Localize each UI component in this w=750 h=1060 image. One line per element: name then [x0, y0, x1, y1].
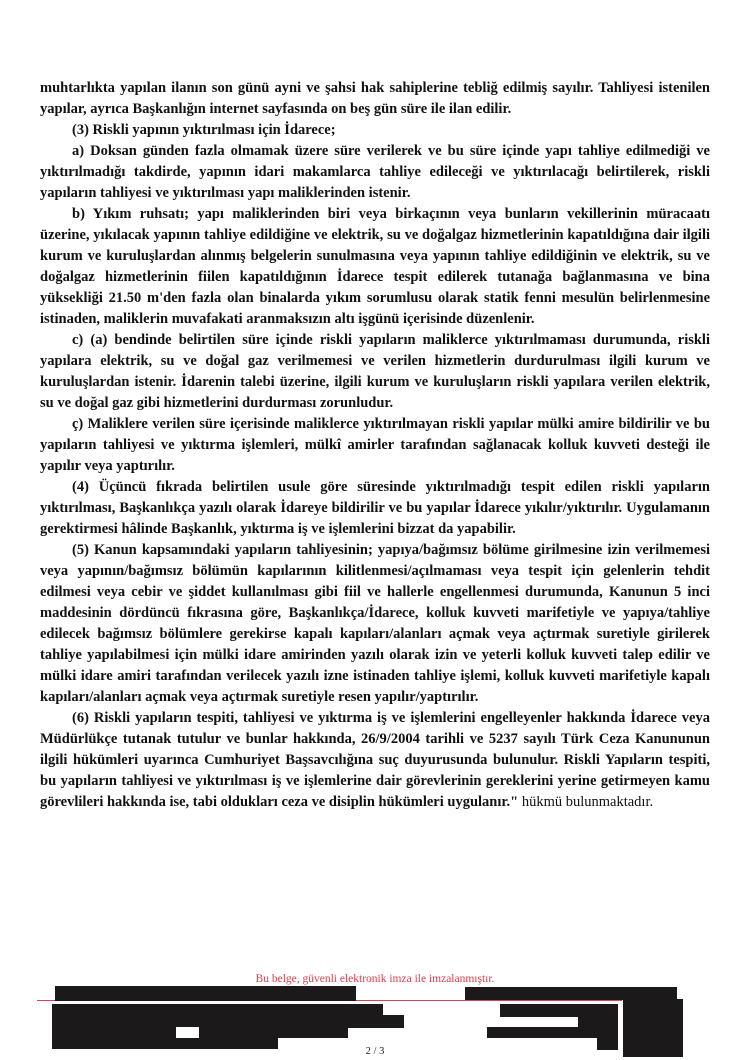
paragraph-continuation — [40, 78, 710, 120]
redacted-block — [487, 1027, 597, 1038]
closing-normal-text: hükmü bulunmaktadır. — [518, 794, 654, 810]
paragraph-clause-b — [40, 204, 710, 330]
paragraph-clause-a — [40, 141, 710, 204]
paragraph-text: muhtarlıkta yapılan ilanın son günü ayni ve şahsi hak sahiplerine tebliğ edilmiş sayılır. Tahliyesi istenilen yapılar, ayrıca Başkanlığın internet sayfasında on beş gün süre ile ilan edilir. — [40, 80, 710, 117]
paragraph-clause-3 — [40, 120, 710, 141]
paragraph-clause-c-cedilla — [40, 414, 710, 477]
paragraph-clause-4 — [40, 477, 710, 540]
paragraph-text: (5) Kanun kapsamındaki yapıların tahliyesinin; yapıya/bağımsız bölüme girilmesine izin verilmemesi veya yapının/bağımsız bölümün kapılarının kilitlenmesi/açılmaması veya tespit için gelenlerin tehdit edilmesi veya cebir ve şiddet kullanılması gibi fiil ve hallerle engellenmesi durumunda, Kanunun 5 inci maddesinin dördüncü fıkrasına göre, Başkanlıkça/İdarece, kolluk kuvveti marifetiyle ve yapıya/tahliye edilecek bağımsız bölümlere gerekirse kapalı kapıları/alanları açmak veya açtırmak suretiyle girilerek tahliye yapılabilmesi için mülki idare amirinden yazılı olarak izin ve yeterli kolluk kuvveti talep edilir ve mülki idare amiri tarafından verilecek yazılı izne istinaden tahliye işlemi, kolluk kuvveti marifetiyle kapalı kapıları/alanları açmak veya açtırmak suretiyle resen yapılır/yaptırılır. — [40, 542, 710, 705]
paragraph-text: ç) Maliklere verilen süre içerisinde maliklerce yıktırılmayan riskli yapılar mülki amire bildirilir ve bu yapıların tahliyesi ve yıktırma işlemleri, mülkî amirler tarafından sağlanacak kolluk kuvveti desteği ile yapılır veya yaptırılır. — [40, 416, 710, 474]
paragraph-text: (4) Üçüncü fıkrada belirtilen usule göre süresinde yıktırılmadığı tespit edilen riskli yapıların yıktırılması, Başkanlıkça yazılı olarak İdareye bildirilir ve bu yapılar İdarece yıkılır/yıktırılır. Uygulamanın gerektirmesi hâlinde Başkanlık, yıktırma iş ve işlemlerini bizzat da yapabilir. — [40, 479, 710, 537]
page-number: 2 / 3 — [365, 1046, 385, 1057]
paragraph-clause-5 — [40, 540, 710, 708]
paragraph-text: b) Yıkım ruhsatı; yapı maliklerinden biri veya birkaçının veya bunların vekillerinin müracaatı üzerine, yıkılacak yapının tahliye edildiğine ve elektrik, su ve doğalgaz hizmetlerinin kapatıldığına dair ilgili kurum ve kuruluşlardan alınmış belgelerin sunulmasına veya yapının tahliye edildiğinin ve elektrik, su ve doğalgaz hizmetlerinin fiilen kapatıldığının İdarece tespit edilerek tutanağa bağlanmasına ve bina yüksekliği 21.50 m'den fazla olan binalarda yıkım sorumlusu olarak statik fenni mesulün belirlenmesine istinaden, maliklerin muvafakati aranmaksızın altı işgünü içerisinde düzenlenir. — [40, 206, 710, 327]
esign-notice: Bu belge, güvenli elektronik imza ile imzalanmıştır. — [255, 973, 495, 985]
paragraph-text: a) Doksan günden fazla olmamak üzere süre verilerek ve bu süre içinde yapı tahliye edilmediği ve yıktırılmadığı takdirde, yapının idari makamlarca tahliye edileceği ve yıktırılacağı belirtilerek, riskli yapıların tahliyesi ve yıktırılması yapı maliklerinden istenir. — [40, 143, 710, 201]
redaction-gap — [176, 1027, 199, 1038]
paragraph-clause-c — [40, 330, 710, 414]
redacted-block — [55, 986, 356, 1001]
paragraph-text: (3) Riskli yapının yıktırılması için İdarece; — [72, 122, 336, 138]
paragraph-text: (6) Riskli yapıların tespiti, tahliyesi ve yıktırma iş ve işlemlerini engelleyenler hakkında İdarece veya Müdürlükçe tutanak tutulur ve bunlar hakkında, 26/9/2004 tarihli ve 5237 sayılı Türk Ceza Kanununun ilgili hükümleri uyarınca Cumhuriyet Başsavcılığına suç duyurusunda bulunulur. Riskli Yapıların tespiti, bu yapıların tahliyesi ve yıktırılması iş ve işlemlerine dair görevlerinin gereklerini yerine getirmeyen kamu görevlileri hakkında ise, tabi oldukları ceza ve disiplin hükümleri uygulanır." — [40, 710, 710, 810]
redacted-block — [52, 1020, 348, 1038]
paragraph-text: c) (a) bendinde belirtilen süre içinde riskli yapıların maliklerce yıktırılmaması durumunda, riskli yapılara elektrik, su ve doğal gaz verilmemesi ve verilen hizmetlerin durdurulması ilgili kurum ve kuruluşlardan istenir. İdarenin talebi üzerine, ilgili kurum ve kuruluşların riskli yapılara verilen elektrik, su ve doğal gaz gibi hizmetlerini durdurması zorunludur. — [40, 332, 710, 411]
document-body-text — [40, 78, 710, 813]
paragraph-clause-6 — [40, 708, 710, 813]
